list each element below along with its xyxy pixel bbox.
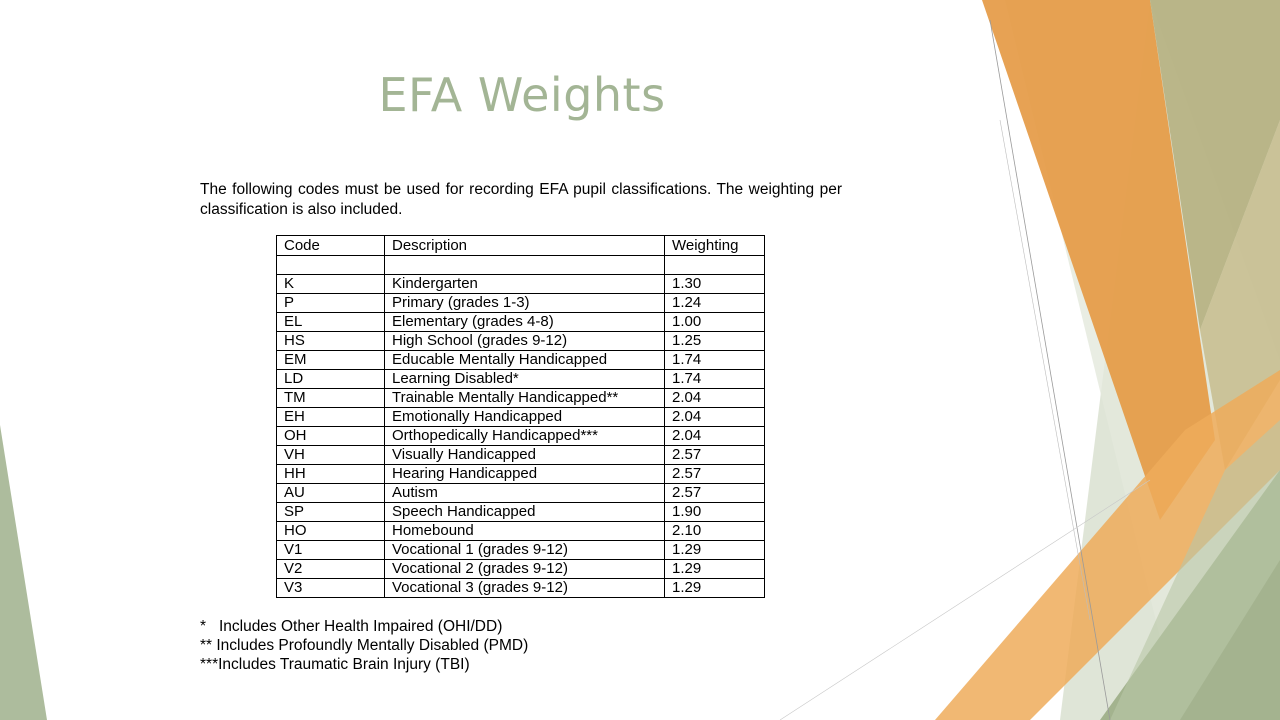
table-row	[277, 370, 765, 389]
cell-weighting: 1.29	[665, 560, 765, 579]
column-header-description: Description	[385, 236, 665, 256]
cell-description: Trainable Mentally Handicapped**	[385, 389, 665, 408]
cell-description: Vocational 3 (grades 9-12)	[385, 579, 665, 598]
cell-description: Orthopedically Handicapped***	[385, 427, 665, 446]
cell-code: P	[277, 294, 385, 313]
cell-code: SP	[277, 503, 385, 522]
footnotes	[200, 617, 528, 674]
table-row	[277, 427, 765, 446]
cell-description: Elementary (grades 4-8)	[385, 313, 665, 332]
cell-code: HH	[277, 465, 385, 484]
cell-weighting	[665, 256, 765, 275]
table-row	[277, 294, 765, 313]
cell-code: V1	[277, 541, 385, 560]
cell-description: Hearing Handicapped	[385, 465, 665, 484]
cell-code: K	[277, 275, 385, 294]
table-row	[277, 484, 765, 503]
cell-code: EH	[277, 408, 385, 427]
cell-weighting: 2.04	[665, 427, 765, 446]
intro-paragraph: The following codes must be used for recording EFA pupil classifications. The weighting per classification is also included.	[200, 181, 842, 218]
cell-code: TM	[277, 389, 385, 408]
cell-description: Homebound	[385, 522, 665, 541]
cell-description: Kindergarten	[385, 275, 665, 294]
cell-code: LD	[277, 370, 385, 389]
table-row	[277, 446, 765, 465]
table-row	[277, 560, 765, 579]
footnote-tbi: ***Includes Traumatic Brain Injury (TBI)	[200, 656, 470, 673]
cell-weighting: 2.57	[665, 484, 765, 503]
cell-description: Vocational 2 (grades 9-12)	[385, 560, 665, 579]
cell-code	[277, 256, 385, 275]
cell-weighting: 1.29	[665, 579, 765, 598]
cell-code: HS	[277, 332, 385, 351]
table-row	[277, 522, 765, 541]
cell-code: AU	[277, 484, 385, 503]
table-row	[277, 541, 765, 560]
cell-description	[385, 256, 665, 275]
cell-code: EM	[277, 351, 385, 370]
cell-weighting: 1.25	[665, 332, 765, 351]
cell-weighting: 2.04	[665, 389, 765, 408]
cell-weighting: 1.30	[665, 275, 765, 294]
table-row	[277, 579, 765, 598]
table-row	[277, 465, 765, 484]
column-header-weighting: Weighting	[665, 236, 765, 256]
cell-description: High School (grades 9-12)	[385, 332, 665, 351]
cell-code: V3	[277, 579, 385, 598]
table-row	[277, 313, 765, 332]
cell-weighting: 2.10	[665, 522, 765, 541]
efa-weights-table	[276, 235, 765, 598]
cell-description: Speech Handicapped	[385, 503, 665, 522]
cell-description: Vocational 1 (grades 9-12)	[385, 541, 665, 560]
cell-code: VH	[277, 446, 385, 465]
cell-description: Visually Handicapped	[385, 446, 665, 465]
cell-weighting: 1.29	[665, 541, 765, 560]
cell-weighting: 1.90	[665, 503, 765, 522]
table-row	[277, 408, 765, 427]
slide-title: EFA Weights	[378, 68, 666, 122]
table-row	[277, 256, 765, 275]
cell-description: Emotionally Handicapped	[385, 408, 665, 427]
footnote-pmd: ** Includes Profoundly Mentally Disabled (PMD)	[200, 637, 529, 654]
footnote-ohi: * Includes Other Health Impaired (OHI/DD)	[200, 618, 503, 635]
cell-description: Learning Disabled*	[385, 370, 665, 389]
cell-description: Primary (grades 1-3)	[385, 294, 665, 313]
table-row	[277, 503, 765, 522]
cell-weighting: 1.00	[665, 313, 765, 332]
cell-description: Educable Mentally Handicapped	[385, 351, 665, 370]
column-header-code: Code	[277, 236, 385, 256]
table-header-row	[277, 236, 765, 256]
table-row	[277, 332, 765, 351]
cell-weighting: 1.74	[665, 351, 765, 370]
table-row	[277, 351, 765, 370]
cell-weighting: 1.24	[665, 294, 765, 313]
cell-code: V2	[277, 560, 385, 579]
cell-code: HO	[277, 522, 385, 541]
cell-weighting: 2.04	[665, 408, 765, 427]
cell-code: EL	[277, 313, 385, 332]
cell-weighting: 2.57	[665, 465, 765, 484]
table-body	[277, 256, 765, 598]
cell-description: Autism	[385, 484, 665, 503]
table-row	[277, 275, 765, 294]
cell-weighting: 2.57	[665, 446, 765, 465]
table-row	[277, 389, 765, 408]
cell-weighting: 1.74	[665, 370, 765, 389]
cell-code: OH	[277, 427, 385, 446]
